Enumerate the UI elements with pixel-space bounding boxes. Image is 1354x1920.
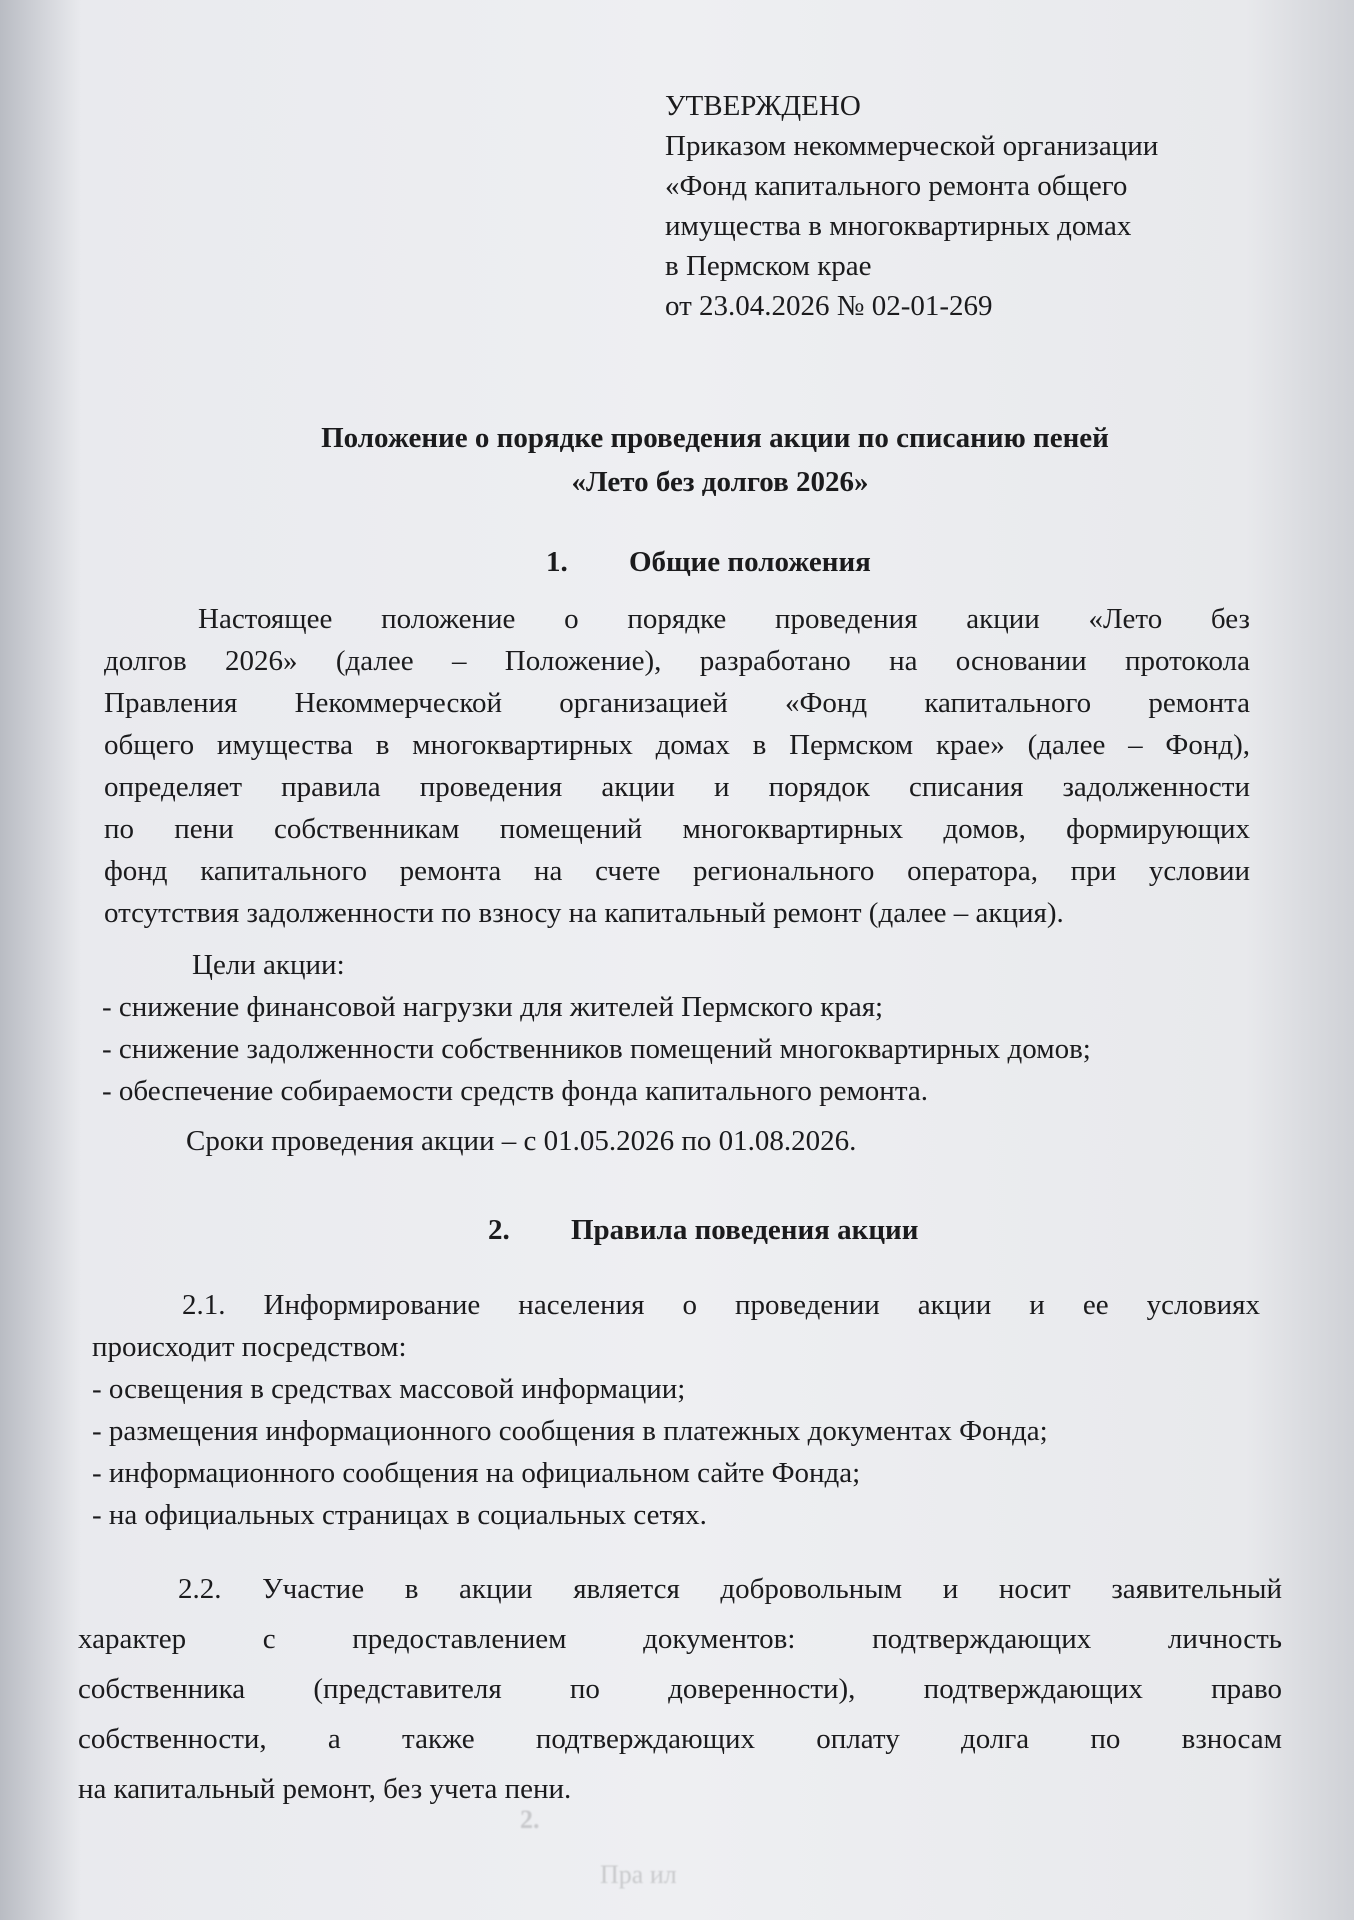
section-1-heading [546,542,871,582]
paragraph-line: долгов 2026» (далее – Положение), разработано на основании протокола [104,645,1250,677]
item-2-2-line: на капитальный ремонт, без учета пени. [78,1773,572,1805]
document-subtitle: «Лето без долгов 2026» [571,466,869,498]
paragraph-line: Настоящее положение о порядке проведения акции «Лето без [198,603,1250,635]
action-period [186,1120,1186,1162]
item-2-1 [92,1284,1260,1536]
paragraph-line: определяет правила проведения акции и порядок списания задолженности [104,771,1250,803]
approval-heading: УТВЕРЖДЕНО [665,90,861,122]
goals-list [102,944,1262,1112]
item-2-2 [78,1564,1282,1814]
approval-line: «Фонд капитального ремонта общего [665,170,1128,202]
section-1-title: Общие положения [629,546,871,578]
goal-item: - снижение задолженности собственников помещений многоквартирных домов; [102,1033,1091,1065]
show-through-text: 2. [520,1805,540,1834]
goals-label: Цели акции: [192,949,345,981]
goal-item: - обеспечение собираемости средств фонда капитального ремонта. [102,1075,928,1107]
item-2-1-line: происходит посредством: [92,1331,407,1363]
item-2-2-line: 2.2. Участие в акции является добровольным и носит заявительный [178,1573,1282,1605]
section-2-heading [488,1210,918,1250]
approval-stamp [665,86,1265,326]
item-2-2-line: характер с предоставлением документов: подтверждающих личность [78,1623,1282,1655]
section-1-paragraph [104,598,1250,934]
paragraph-line: Правления Некоммерческой организацией «Фонд капитального ремонта [104,687,1250,719]
show-through-text: Пра ил [600,1860,677,1889]
approval-order-number: от 23.04.2026 № 02-01-269 [665,290,993,322]
paragraph-line: по пени собственникам помещений многоквартирных домов, формирующих [104,813,1250,845]
info-channel-item: - размещения информационного сообщения в платежных документах Фонда; [92,1415,1048,1447]
section-2-title: Правила поведения акции [571,1214,919,1246]
item-2-2-line: собственника (представителя по доверенности), подтверждающих право [78,1673,1282,1705]
paragraph-line: отсутствия задолженности по взносу на капитальный ремонт (далее – акция). [104,897,1064,929]
info-channel-item: - на официальных страницах в социальных сетях. [92,1499,707,1531]
approval-line: Приказом некоммерческой организации [665,130,1159,162]
info-channel-item: - освещения в средствах массовой информации; [92,1373,686,1405]
action-period-text: Сроки проведения акции – с 01.05.2026 по 01.08.2026. [186,1125,857,1157]
approval-line: имущества в многоквартирных домах [665,210,1132,242]
item-2-2-line: собственности, а также подтверждающих оплату долга по взносам [78,1723,1282,1755]
approval-line: в Пермском крае [665,250,872,282]
item-2-1-line: 2.1. Информирование населения о проведении акции и ее условиях [182,1289,1260,1321]
info-channel-item: - информационного сообщения на официальном сайте Фонда; [92,1457,861,1489]
goal-item: - снижение финансовой нагрузки для жителей Пермского края; [102,991,884,1023]
paragraph-line: фонд капитального ремонта на счете регионального оператора, при условии [104,855,1250,887]
paragraph-line: общего имущества в многоквартирных домах в Пермском крае» (далее – Фонд), [104,729,1250,761]
section-2-number: 2. [488,1214,510,1246]
document-title: Положение о порядке проведения акции по списанию пеней [321,422,1109,454]
section-1-number: 1. [546,546,568,578]
